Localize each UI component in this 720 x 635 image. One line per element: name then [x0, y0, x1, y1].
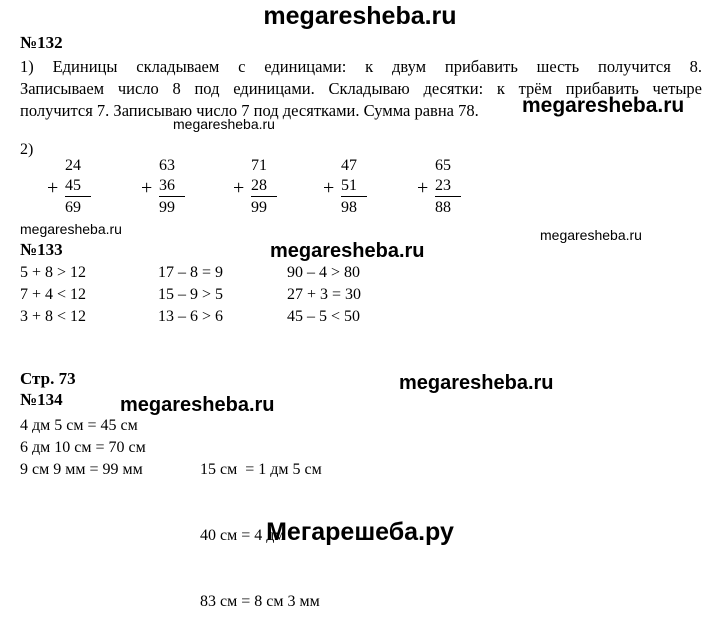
addend-1: 71 — [251, 157, 267, 174]
addend-2: 51 — [341, 177, 367, 197]
addend-1: 63 — [159, 157, 175, 174]
plus-sign: + — [141, 177, 153, 199]
watermark-small: megaresheba.ru — [540, 227, 642, 243]
conversion-row: 9 см 9 мм = 99 мм — [20, 461, 143, 478]
watermark-top: megaresheba.ru — [263, 2, 457, 30]
plus-sign: + — [417, 177, 429, 199]
addend-1: 47 — [341, 157, 357, 174]
conversion-row: 6 дм 10 см = 70 см — [20, 439, 146, 456]
task-133-column-3 — [287, 262, 361, 328]
plus-sign: + — [47, 177, 59, 199]
addend-2: 28 — [251, 177, 277, 197]
comparison-row: 7 + 4 < 12 — [20, 286, 87, 303]
plus-sign: + — [323, 177, 335, 199]
addend-1: 65 — [435, 157, 451, 174]
addend-2: 23 — [435, 177, 461, 197]
paragraph-line: получится 7. Записываю число 7 под десятками. Сумма равна 78. — [20, 101, 479, 120]
page-label: Стр. 73 — [20, 369, 76, 388]
addend-2: 45 — [65, 177, 91, 197]
comparison-row: 3 + 8 < 12 — [20, 308, 87, 325]
comparison-row: 5 + 8 > 12 — [20, 264, 87, 281]
paragraph-line: Записываем число 8 под единицами. Складываю десятки: к трём прибавить четыре — [20, 79, 702, 98]
sum-result: 99 — [251, 199, 267, 216]
watermark-mid: megaresheba.ru — [399, 372, 554, 394]
watermark-bottom: Мегарешеба.ру — [266, 518, 454, 546]
watermark-mid: megaresheba.ru — [120, 394, 275, 416]
watermark-small: megaresheba.ru — [173, 116, 275, 132]
comparison-row: 90 – 4 > 80 — [287, 264, 361, 281]
sum-result: 98 — [341, 199, 357, 216]
conversion-row: 40 см = 4 дм — [200, 527, 285, 544]
task-133-column-1 — [20, 262, 86, 328]
conversion-row: 4 дм 5 см = 45 см — [20, 417, 138, 434]
comparison-row: 15 – 9 > 5 — [158, 286, 224, 303]
conversion-row: 83 см = 8 см 3 мм — [200, 593, 320, 610]
sum-result: 99 — [159, 199, 175, 216]
comparison-row: 27 + 3 = 30 — [287, 286, 362, 303]
addend-2: 36 — [159, 177, 185, 197]
watermark-small: megaresheba.ru — [20, 221, 122, 237]
watermark-inline: megaresheba.ru — [522, 94, 685, 117]
comparison-row: 45 – 5 < 50 — [287, 308, 361, 325]
comparison-row: 13 – 6 > 6 — [158, 308, 224, 325]
task-134-title: №134 — [20, 390, 63, 409]
sum-result: 69 — [65, 199, 81, 216]
task-133-title: №133 — [20, 240, 63, 259]
conversion-row: 15 см = 1 дм 5 см — [200, 461, 322, 478]
task-132-part2-label: 2) — [20, 141, 34, 158]
task-132-title: №132 — [20, 33, 63, 52]
watermark-mid: megaresheba.ru — [270, 240, 425, 262]
plus-sign: + — [233, 177, 245, 199]
sum-result: 88 — [435, 199, 451, 216]
paragraph-line: 1) Единицы складываем с единицами: к двум прибавить шесть получится 8. — [20, 57, 702, 76]
task-134-column-1 — [20, 415, 146, 481]
comparison-row: 17 – 8 = 9 — [158, 264, 224, 281]
task-133-column-2 — [158, 262, 223, 328]
addend-1: 24 — [65, 157, 81, 174]
